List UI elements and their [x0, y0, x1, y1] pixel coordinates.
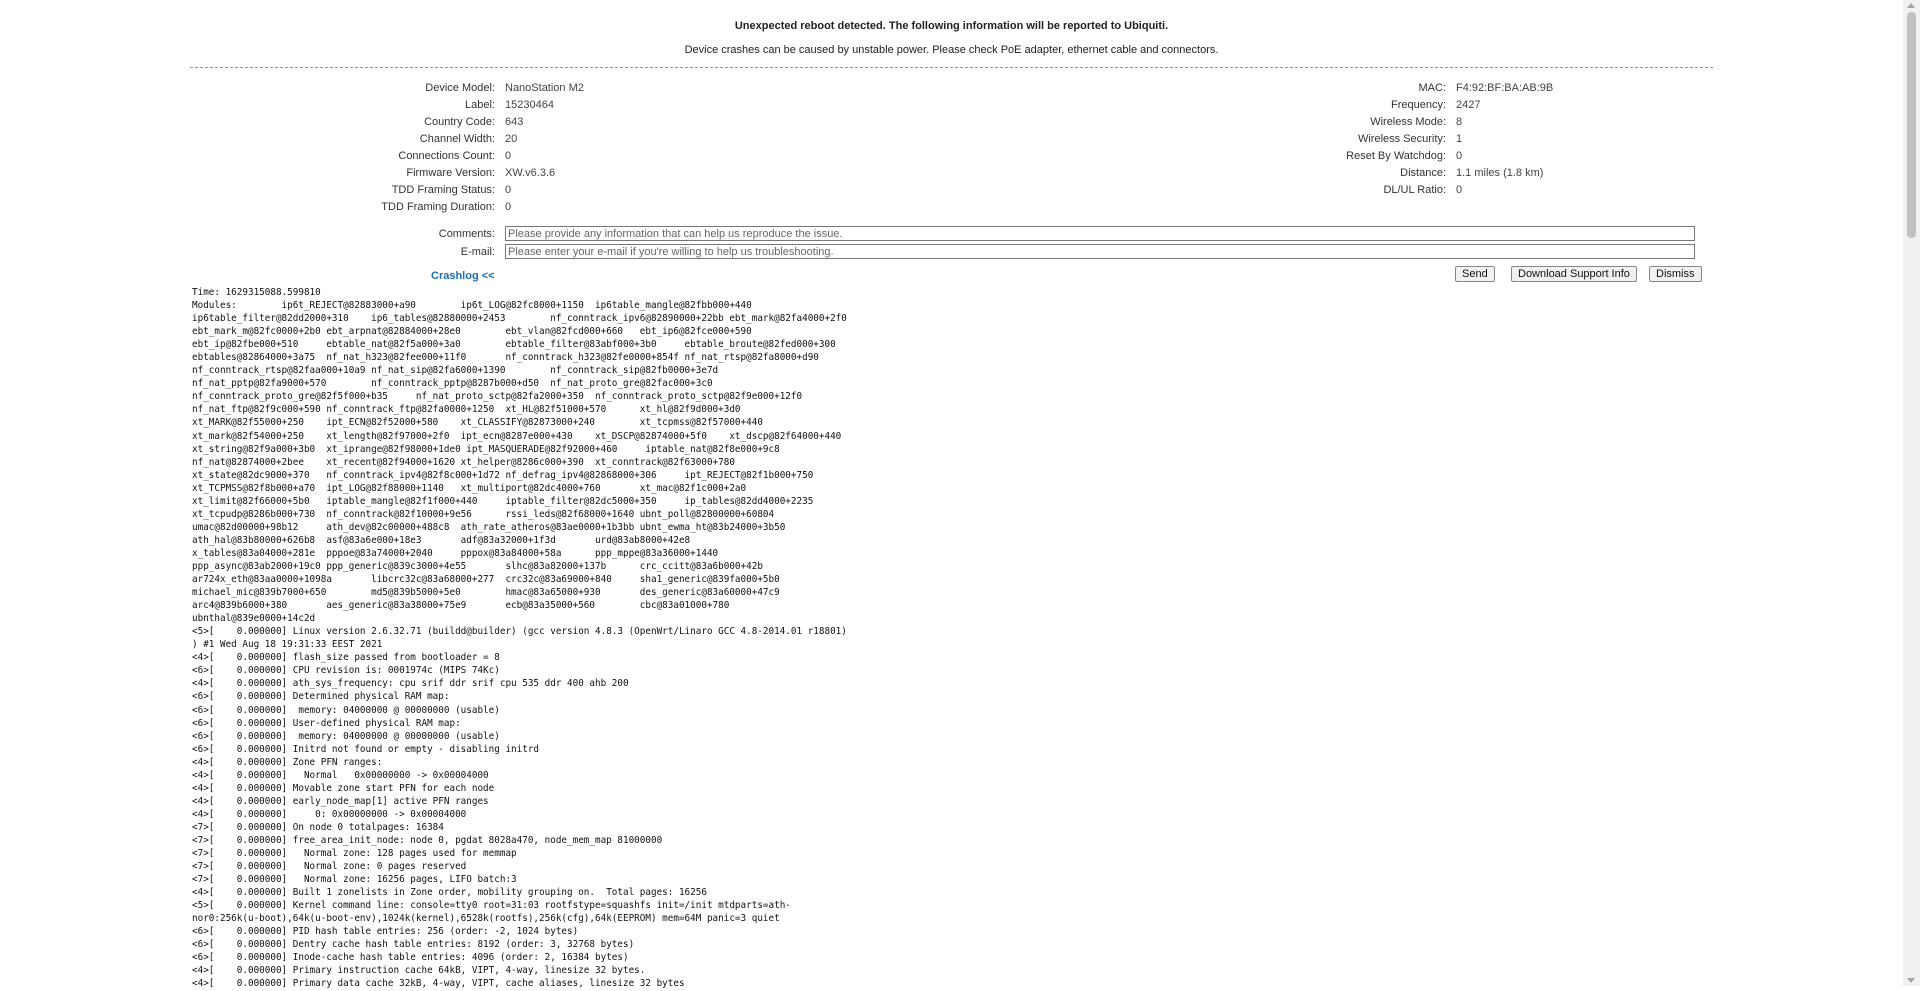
info-label: Connections Count: — [398, 150, 495, 162]
email-label: E-mail: — [460, 246, 495, 258]
info-label: Channel Width: — [419, 133, 495, 145]
crashlog-line: xt_string@82f9a000+3b0 xt_iprange@82f98000+1de0 ipt_MASQUERADE@82f92000+460 iptable_nat@82f8e000+9c8 — [192, 443, 780, 455]
info-label: MAC: — [1418, 82, 1446, 94]
crashlog-line: <5>[ 0.000000] Kernel command line: console=tty0 root=31:03 rootfstype=squashfs init=/init mtdparts=ath- — [192, 900, 791, 912]
crashlog-line: <4>[ 0.000000] 0: 0x00000000 -> 0x00004000 — [192, 808, 467, 820]
crashlog-line: <6>[ 0.000000] User-defined physical RAM map: — [192, 717, 461, 729]
crashlog-line: x_tables@83a04000+281e pppoe@83a74000+2040 pppox@83a84000+58a ppp_mppe@83a36000+1440 — [192, 547, 719, 559]
device-info-right — [990, 82, 1553, 201]
crashlog-line: <7>[ 0.000000] Normal zone: 0 pages reserved — [192, 861, 467, 873]
crashlog-line: ebtables@82864000+3a75 nf_nat_h323@82fee000+11f0 nf_conntrack_h323@82fe0000+854f nf_nat_rtsp@82fa8000+d90 — [192, 352, 819, 364]
info-value: 0 — [1456, 150, 1463, 162]
info-value: 1.1 miles (1.8 km) — [1456, 167, 1544, 179]
crashlog-line: <4>[ 0.000000] ath_sys_frequency: cpu srif ddr srif cpu 535 ddr 400 ahb 200 — [192, 678, 629, 690]
device-info — [190, 82, 1713, 226]
info-value: 643 — [505, 116, 524, 128]
comments-label: Comments: — [438, 228, 495, 240]
info-row-wireless-security — [990, 133, 1553, 150]
crashlog-line: xt_mark@82f54000+250 xt_length@82f97000+2f0 ipt_ecn@8287e000+430 xt_DSCP@82874000+5f0 xt_dscp@82f64000+440 — [192, 430, 842, 442]
comments-input[interactable] — [505, 226, 1695, 241]
crashlog-line: <7>[ 0.000000] free_area_init_node: node 0, pgdat 8028a470, node_mem_map 81000000 — [192, 834, 663, 846]
crashlog-line: <6>[ 0.000000] Dentry cache hash table entries: 8192 (order: 3, 32768 bytes) — [192, 939, 635, 951]
scroll-down-arrow-icon[interactable] — [1907, 978, 1915, 983]
crashlog-line: <6>[ 0.000000] memory: 04000000 @ 00000000 (usable) — [192, 704, 500, 716]
send-button[interactable]: Send — [1455, 266, 1495, 282]
crashlog-line: <5>[ 0.000000] Linux version 2.6.32.71 (buildd@builder) (gcc version 4.8.3 (OpenWrt/Linaro GCC 4.8-2014.01 r18801) — [192, 626, 847, 638]
report-header — [190, 19, 1713, 57]
crashlog-line: <7>[ 0.000000] On node 0 totalpages: 16384 — [192, 821, 444, 833]
page-subtitle: Device crashes can be caused by unstable power. Please check PoE adapter, ethernet cable and connectors. — [684, 44, 1219, 56]
info-label: Wireless Security: — [1357, 133, 1446, 145]
info-row-country-code — [190, 116, 584, 133]
info-row-label — [190, 99, 584, 116]
info-row-wireless-mode — [990, 116, 1553, 133]
crashlog-line: <4>[ 0.000000] Primary data cache 32kB, 4-way, VIPT, cache aliases, linesize 32 bytes — [192, 978, 685, 990]
device-info-left — [190, 82, 584, 218]
action-bar — [190, 266, 1713, 288]
crashlog-line: xt_state@82dc9000+370 nf_conntrack_ipv4@82f8c000+1d72 nf_defrag_ipv4@82868000+306 ipt_REJECT@82f1b000+750 — [192, 469, 814, 481]
crashlog-line: <4>[ 0.000000] Zone PFN ranges: — [192, 756, 383, 768]
crashlog-line: xt_tcpudp@8286b000+730 nf_conntrack@82f10000+9e56 rssi_leds@82f68000+1640 ubnt_poll@82800000+60804 — [192, 508, 775, 520]
crashlog-line: ip6table_filter@82dd2000+310 ip6_tables@82880000+2453 nf_conntrack_ipv6@82890000+22bb ebt_mark@82fa4000+2f0 — [192, 313, 847, 325]
crashlog-line: arc4@839b6000+380 aes_generic@83a38000+75e9 ecb@83a35000+560 cbc@83a01000+780 — [192, 600, 730, 612]
info-row-tdd-framing-duration — [190, 201, 584, 218]
crash-report-panel — [190, 0, 1713, 288]
email-row — [190, 244, 1713, 262]
crashlog-line: <6>[ 0.000000] memory: 04000000 @ 00000000 (usable) — [192, 730, 500, 742]
crashlog-line: <4>[ 0.000000] Built 1 zonelists in Zone order, mobility grouping on. Total pages: 16256 — [192, 887, 707, 899]
info-value: 15230464 — [505, 99, 554, 111]
info-label: Firmware Version: — [406, 167, 495, 179]
crashlog-line: xt_TCPMSS@82f8b000+a70 ipt_LOG@82f88000+1140 xt_multiport@82dc4000+760 xt_mac@82f1c000+2a0 — [192, 482, 747, 494]
info-row-distance — [990, 167, 1553, 184]
crashlog-line: ebt_mark_m@82fc0000+2b0 ebt_arpnat@82884000+28e0 ebt_vlan@82fcd000+660 ebt_ip6@82fce000+590 — [192, 326, 752, 338]
info-row-mac — [990, 82, 1553, 99]
scrollbar-thumb[interactable] — [1907, 12, 1916, 238]
crashlog-line: umac@82d00000+98b12 ath_dev@82c00000+488c8 ath_rate_atheros@83ae0000+1b3bb ubnt_ewma_ht@83b24000+3b50 — [192, 521, 786, 533]
info-label: Frequency: — [1390, 99, 1446, 111]
info-label: Label: — [465, 99, 495, 111]
crashlog-line: <6>[ 0.000000] Determined physical RAM map: — [192, 691, 450, 703]
crashlog-toggle-link[interactable]: Crashlog << — [431, 270, 495, 282]
page-scrollbar[interactable] — [1903, 0, 1920, 986]
info-row-reset-by-watchdog — [990, 150, 1553, 167]
info-label: Reset By Watchdog: — [1346, 150, 1446, 162]
crashlog-line: nor0:256k(u-boot),64k(u-boot-env),1024k(kernel),6528k(rootfs),256k(cfg),64k(EEPROM) mem=64M panic=3 quiet — [192, 913, 780, 925]
info-row-device-model — [190, 82, 584, 99]
crashlog-line: <7>[ 0.000000] Normal zone: 128 pages used for memmap — [192, 848, 517, 860]
info-row-firmware-version — [190, 167, 584, 184]
page-title: Unexpected reboot detected. The following information will be reported to Ubiquiti. — [734, 20, 1169, 32]
info-value: NanoStation M2 — [505, 82, 584, 94]
download-support-info-button[interactable]: Download Support Info — [1511, 266, 1637, 282]
crashlog-line: nf_nat@82874000+2bee xt_recent@82f94000+1620 xt_helper@8286c000+390 xt_conntrack@82f63000+780 — [192, 456, 735, 468]
crashlog-output — [192, 286, 847, 991]
scroll-up-arrow-icon[interactable] — [1907, 3, 1915, 8]
crashlog-line: Modules: ip6t_REJECT@82883000+a90 ip6t_LOG@82fc8000+1150 ip6table_mangle@82fbb000+440 — [192, 300, 752, 312]
info-label: Wireless Mode: — [1370, 116, 1446, 128]
crashlog-line: ar724x_eth@83aa0000+1098a libcrc32c@83a68000+277 crc32c@83a69000+840 sha1_generic@839fa000+5b0 — [192, 574, 780, 586]
info-value: 2427 — [1456, 99, 1481, 111]
crashlog-line: ebt_ip@82fbe000+510 ebtable_nat@82f5a000+3a0 ebtable_filter@83abf000+3b0 ebtable_broute@82fed000+300 — [192, 339, 836, 351]
info-row-tdd-framing-status — [190, 184, 584, 201]
crashlog-line: ppp_async@83ab2000+19c0 ppp_generic@839c3000+4e55 slhc@83a82000+137b crc_ccitt@83a6b000+42b — [192, 560, 763, 572]
crashlog-line: <6>[ 0.000000] Inode-cache hash table entries: 4096 (order: 2, 16384 bytes) — [192, 952, 629, 964]
crashlog-line: <4>[ 0.000000] Normal 0x00000000 -> 0x00004000 — [192, 769, 489, 781]
crashlog-line: xt_MARK@82f55000+250 ipt_ECN@82f52000+580 xt_CLASSIFY@82873000+240 xt_tcpmss@82f57000+440 — [192, 417, 763, 429]
comments-row — [190, 226, 1713, 244]
email-input[interactable] — [505, 244, 1695, 259]
crashlog-line: ubnthal@839e0000+14c2d — [192, 613, 316, 625]
dismiss-button[interactable]: Dismiss — [1649, 266, 1702, 282]
info-row-connections-count — [190, 150, 584, 167]
info-value: 0 — [505, 150, 512, 162]
crashlog-line: ) #1 Wed Aug 18 19:31:33 EEST 2021 — [192, 639, 383, 651]
crashlog-line: <6>[ 0.000000] PID hash table entries: 256 (order: -2, 1024 bytes) — [192, 926, 579, 938]
crashlog-line: Time: 1629315088.599810 — [192, 287, 321, 298]
crashlog-line: ath_hal@83b80000+626b8 asf@83a6e000+18e3 adf@83a32000+1f3d urd@83ab8000+42e8 — [192, 534, 691, 546]
crashlog-line: nf_conntrack_proto_gre@82f5f000+b35 nf_nat_proto_sctp@82fa2000+350 nf_conntrack_proto_sctp@82f9e000+12f0 — [192, 391, 803, 403]
info-row-frequency — [990, 99, 1553, 116]
info-label: TDD Framing Duration: — [381, 201, 495, 213]
crashlog-line: <6>[ 0.000000] Initrd not found or empty - disabling initrd — [192, 743, 540, 755]
crashlog-line: nf_conntrack_rtsp@82faa000+10a9 nf_nat_sip@82fa6000+1390 nf_conntrack_sip@82fb0000+3e7d — [192, 365, 719, 377]
info-value: XW.v6.3.6 — [505, 167, 556, 179]
crashlog-line: michael_mic@839b7000+650 md5@839b5000+5e0 hmac@83a65000+930 des_generic@83a60000+47c9 — [192, 587, 780, 599]
dashed-divider — [190, 67, 1713, 68]
info-label: TDD Framing Status: — [391, 184, 495, 196]
crashlog-line: <4>[ 0.000000] Movable zone start PFN for each node — [192, 782, 495, 794]
info-value: 0 — [505, 201, 512, 213]
crashlog-line: <4>[ 0.000000] Primary instruction cache 64kB, VIPT, 4-way, linesize 32 bytes. — [192, 965, 646, 977]
info-label: DL/UL Ratio: — [1383, 184, 1446, 196]
info-value: 1 — [1456, 133, 1463, 145]
info-label: Country Code: — [424, 116, 495, 128]
info-value: 8 — [1456, 116, 1463, 128]
info-row-dl-ul-ratio — [990, 184, 1553, 201]
info-value: 0 — [505, 184, 512, 196]
info-label: Distance: — [1400, 167, 1446, 179]
crashlog-line: nf_nat_ftp@82f9c000+590 nf_conntrack_ftp@82fa0000+1250 xt_HL@82f51000+570 xt_hl@82f9d000+3d0 — [192, 404, 741, 416]
crashlog-line: xt_limit@82f66000+5b0 iptable_mangle@82f1f000+440 iptable_filter@82dc5000+350 ip_tables@82dd4000+2235 — [192, 495, 814, 507]
crashlog-line: <7>[ 0.000000] Normal zone: 16256 pages, LIFO batch:3 — [192, 874, 517, 886]
info-value: 0 — [1456, 184, 1463, 196]
crashlog-line: <6>[ 0.000000] CPU revision is: 0001974c (MIPS 74Kc) — [192, 665, 500, 677]
crashlog-line: <4>[ 0.000000] flash_size passed from bootloader = 8 — [192, 652, 500, 664]
crashlog-line: nf_nat_pptp@82fa9000+570 nf_conntrack_pptp@8287b000+d50 nf_nat_proto_gre@82fac000+3c0 — [192, 378, 713, 390]
info-row-channel-width — [190, 133, 584, 150]
crashlog-line: <4>[ 0.000000] early_node_map[1] active PFN ranges — [192, 795, 489, 807]
info-label: Device Model: — [425, 82, 495, 94]
info-value: 20 — [505, 133, 518, 145]
info-value: F4:92:BF:BA:AB:9B — [1456, 82, 1554, 94]
